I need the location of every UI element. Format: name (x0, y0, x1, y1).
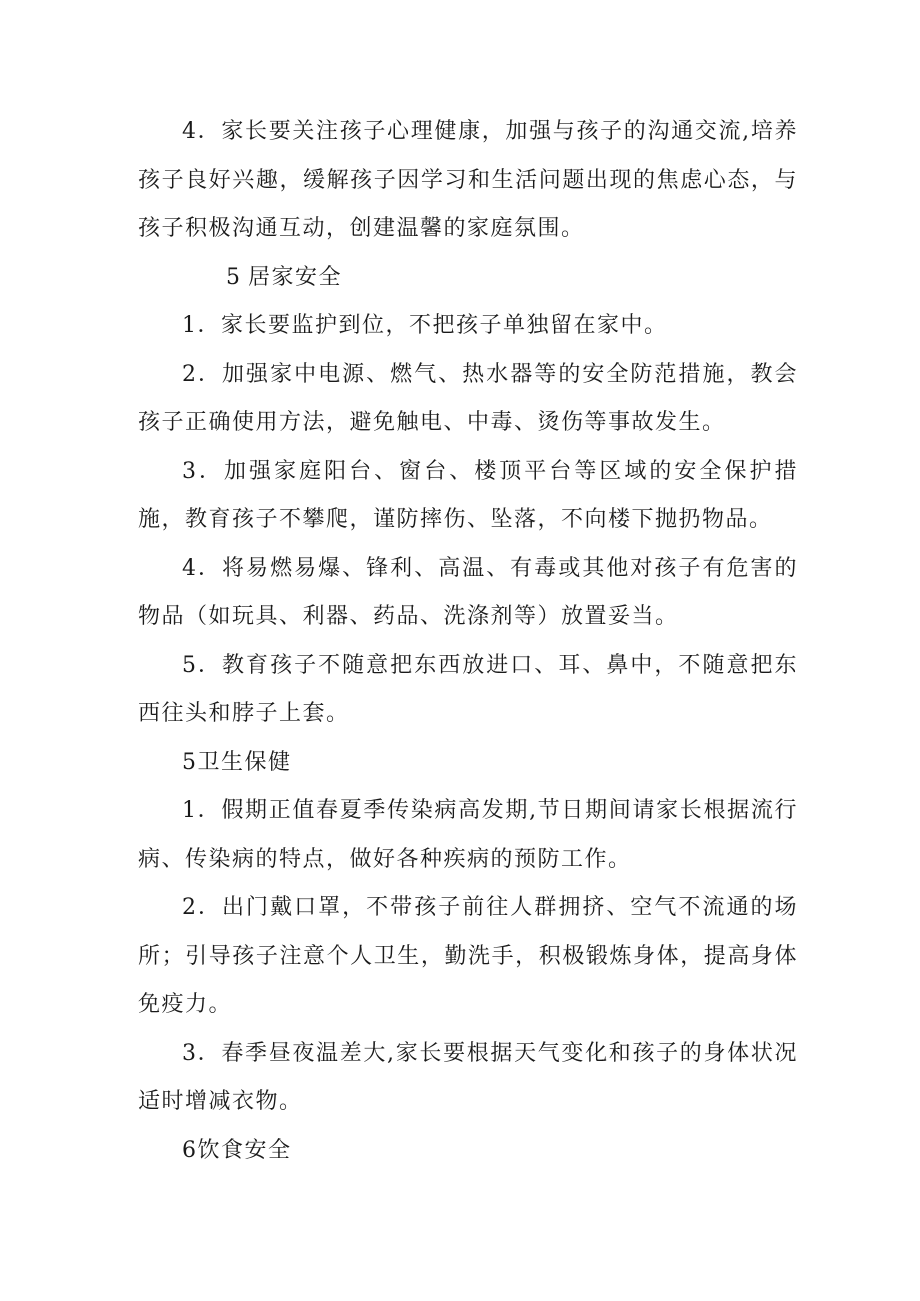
paragraph-home-safety-2: 2．加强家中电源、燃气、热水器等的安全防范措施，教会孩子正确使用方法，避免触电、中毒、烫伤等事故发生。 (138, 361, 798, 435)
document-body (138, 108, 798, 1175)
paragraph-mental-health: 4．家长要关注孩子心理健康，加强与孩子的沟通交流,培养孩子良好兴趣，缓解孩子因学习和生活问题出现的焦虑心态，与孩子积极沟通互动，创建温馨的家庭氛围。 (138, 119, 798, 241)
paragraph-health-1: 1．假期正值春夏季传染病高发期,节日期间请家长根据流行病、传染病的特点，做好各种疾病的预防工作。 (138, 798, 798, 872)
paragraph-health-2: 2．出门戴口罩，不带孩子前往人群拥挤、空气不流通的场所；引导孩子注意个人卫生，勤洗手，积极锻炼身体，提高身体免疫力。 (138, 895, 798, 1017)
paragraph-home-safety-4: 4．将易燃易爆、锋利、高温、有毒或其他对孩子有危害的物品（如玩具、利器、药品、洗涤剂等）放置妥当。 (138, 555, 798, 629)
paragraph-home-safety-3: 3．加强家庭阳台、窗台、楼顶平台等区域的安全保护措施，教育孩子不攀爬，谨防摔伤、坠落，不向楼下抛扔物品。 (138, 458, 798, 532)
section-number: 5 (226, 264, 242, 290)
section-heading-food-safety: 6饮食安全 (182, 1137, 292, 1163)
section-heading-home-safety (138, 254, 798, 303)
paragraph-health-3: 3．春季昼夜温差大,家长要根据天气变化和孩子的身体状况适时增减衣物。 (138, 1040, 798, 1114)
paragraph-home-safety-1: 1．家长要监护到位，不把孩子单独留在家中。 (182, 313, 668, 338)
section-title: 居家安全 (248, 264, 343, 290)
paragraph-home-safety-5: 5．教育孩子不随意把东西放进口、耳、鼻中，不随意把东西往头和脖子上套。 (138, 652, 798, 726)
section-heading-health: 5卫生保健 (182, 749, 292, 775)
